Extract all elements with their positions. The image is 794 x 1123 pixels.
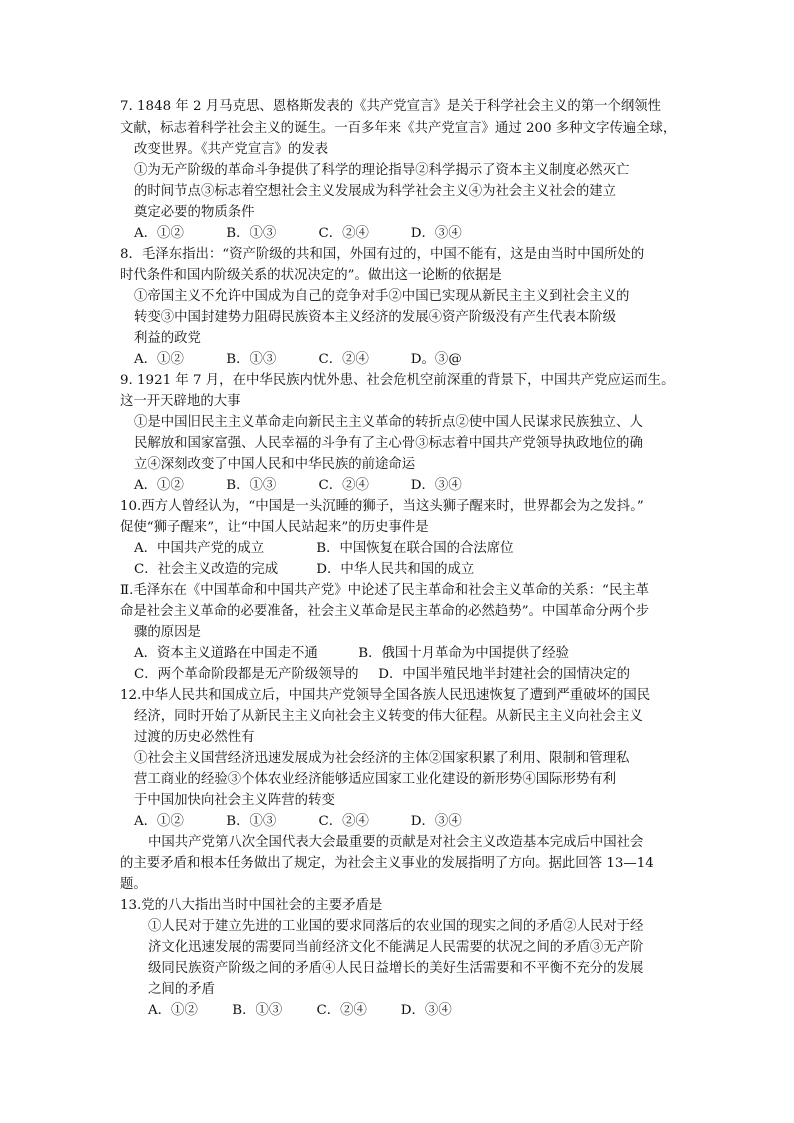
q10-option-c: C．社会主义改造的完成 [134,562,279,577]
q13-option-d: D．③④ [400,1003,452,1018]
q8-option-d: D。③@ [410,352,462,367]
q8-stem-line: 8．毛泽东指出：“资产阶级的共和国，外国有过的，中国不能有，这是由当时中国所处的 [120,247,645,262]
q10-stem-line: 促使“狮子醒来”，让“中国人民站起来”的历史事件是 [120,520,429,535]
q10-option-b: B．中国恢复在联合国的合法席位 [316,541,514,556]
q8-item-line: ①帝国主义不允许中国成为自己的竞争对手②中国已实现从新民主主义到社会主义的 [134,289,630,304]
q9-stem-line: 9. 1921 年 7 月，在中华民族内忧外患、社会危机空前深重的背景下，中国共产党应运而生。 [120,373,675,388]
q9-item-line: ①是中国旧民主主义革命走向新民主主义革命的转折点②使中国人民谋求民族独立、人 [134,415,643,430]
q11-option-d: D．中国半殖民地半封建社会的国情决定的 [378,667,631,682]
q12-option-c: C．②④ [318,814,369,829]
q7-option-b: B．①③ [226,226,277,241]
q7-item-line: 奠定必要的物质条件 [134,205,255,220]
q8-item-line: 转变③中国封建势力阻碍民族资本主义经济的发展④资产阶级没有产生代表本阶级 [134,310,617,325]
q13-item-line: ①人民对于建立先进的工业国的要求同落后的农业国的现实之间的矛盾②人民对于经 [148,919,644,934]
q7-stem-line: 7. 1848 年 2 月马克思、恩格斯发表的《共产党宣言》是关于科学社会主义的第一个纲领性 [120,99,662,114]
q12-option-a: A．①② [134,814,184,829]
q10-option-d: D．中华人民共和国的成立 [316,562,475,577]
q9-item-line: 立④深刻改变了中国人民和中华民族的前途命运 [134,457,416,472]
q12-item-line: 营工商业的经验③个体农业经济能够适应国家工业化建设的新形势④国际形势有利 [134,772,617,787]
q10-options-row-1 [134,539,514,559]
passage-line: 题。 [120,877,147,892]
q7-option-c: C．②④ [318,226,369,241]
passage-line: 的主要矛盾和根本任务做出了规定，为社会主义事业的发展指明了方向。据此回答 13—14 [120,856,654,871]
q12-options [134,812,462,832]
q10-stem-line: 10.西方人曾经认为，“中国是一头沉睡的狮子，当这头狮子醒来时，世界都会为之发抖。” [120,499,644,514]
q8-options [134,350,462,370]
q12-stem-line: 经济，同时开始了从新民主主义向社会主义转变的伟大征程。从新民主主义向社会主义 [134,709,643,724]
q9-options [134,476,462,496]
q11-option-a: A．资本主义道路在中国走不通 [134,646,318,661]
q9-option-c: C．②④ [318,478,369,493]
q11-option-c: C．两个革命阶段都是无产阶级领导的 [134,667,359,682]
q12-stem-line: 过渡的历史必然性有 [134,730,255,745]
q11-options-row-1 [134,644,569,664]
q12-option-d: D．③④ [410,814,462,829]
q13-option-b: B．①③ [232,1003,283,1018]
q11-stem-line: Ⅱ.毛泽东在《中国革命和中国共产党》中论述了民主革命和社会主义革命的关系：“民主革 [120,583,650,598]
q10-options-row-2 [134,560,474,580]
q12-stem-line: 12.中华人民共和国成立后，中国共产党领导全国各族人民迅速恢复了遭到严重破坏的国民 [120,688,651,703]
q12-item-line: ①社会主义国营经济迅速发展成为社会经济的主体②国家积累了利用、限制和管理私 [134,751,630,766]
q7-stem-line: 改变世界。《共产党宣言》的发表 [134,142,329,157]
q11-stem-line: 命是社会主义革命的必要准备，社会主义革命是民主革命的必然趋势”。中国革命分两个步 [120,604,650,619]
q7-options [134,224,462,244]
q7-stem-line: 文献，标志着科学社会主义的诞生。一百多年来《共产党宣言》通过 200 多种文字传遍全球， [120,121,677,136]
q9-option-d: D．③④ [410,478,462,493]
q13-option-a: A．①② [148,1003,198,1018]
q10-option-a: A．中国共产党的成立 [134,541,265,556]
q9-item-line: 民解放和国家富强、人民幸福的斗争有了主心骨③标志着中国共产党领导执政地位的确 [134,436,643,451]
q9-stem-line: 这一开天辟地的大事 [120,394,241,409]
q11-options-row-2 [134,665,630,685]
q9-option-b: B．①③ [226,478,277,493]
q8-option-a: A．①② [134,352,184,367]
q13-option-c: C．②④ [316,1003,367,1018]
q7-option-d: D．③④ [410,226,462,241]
q11-stem-line: 骤的原因是 [134,625,201,640]
q8-option-c: C．②④ [318,352,369,367]
q12-option-b: B．①③ [226,814,277,829]
q11-option-b: B．俄国十月革命为中国提供了经验 [358,646,569,661]
q8-option-b: B．①③ [226,352,277,367]
q12-item-line: 于中国加快向社会主义阵营的转变 [134,793,335,808]
q13-item-line: 级同民族资产阶级之间的矛盾④人民日益增长的美好生活需要和不平衡不充分的发展 [148,961,644,976]
q8-item-line: 利益的政党 [134,331,201,346]
q7-item-line: 的时间节点③标志着空想社会主义发展成为科学社会主义④为社会主义社会的建立 [134,184,617,199]
q8-stem-line: 时代条件和国内阶级关系的状况决定的”。做出这一论断的依据是 [120,268,502,283]
q7-option-a: A．①② [134,226,184,241]
q9-option-a: A．①② [134,478,184,493]
q7-item-line: ①为无产阶级的革命斗争提供了科学的理论指导②科学揭示了资本主义制度必然灭亡 [134,163,630,178]
q13-options [148,1001,452,1021]
passage-line: 中国共产党第八次全国代表大会最重要的贡献是对社会主义改造基本完成后中国社会 [148,835,644,850]
q13-item-line: 之间的矛盾 [148,982,215,997]
q13-stem-line: 13.党的八大指出当时中国社会的主要矛盾是 [120,898,383,913]
q13-item-line: 济文化迅速发展的需要同当前经济文化不能满足人民需要的状况之间的矛盾③无产阶 [148,940,644,955]
